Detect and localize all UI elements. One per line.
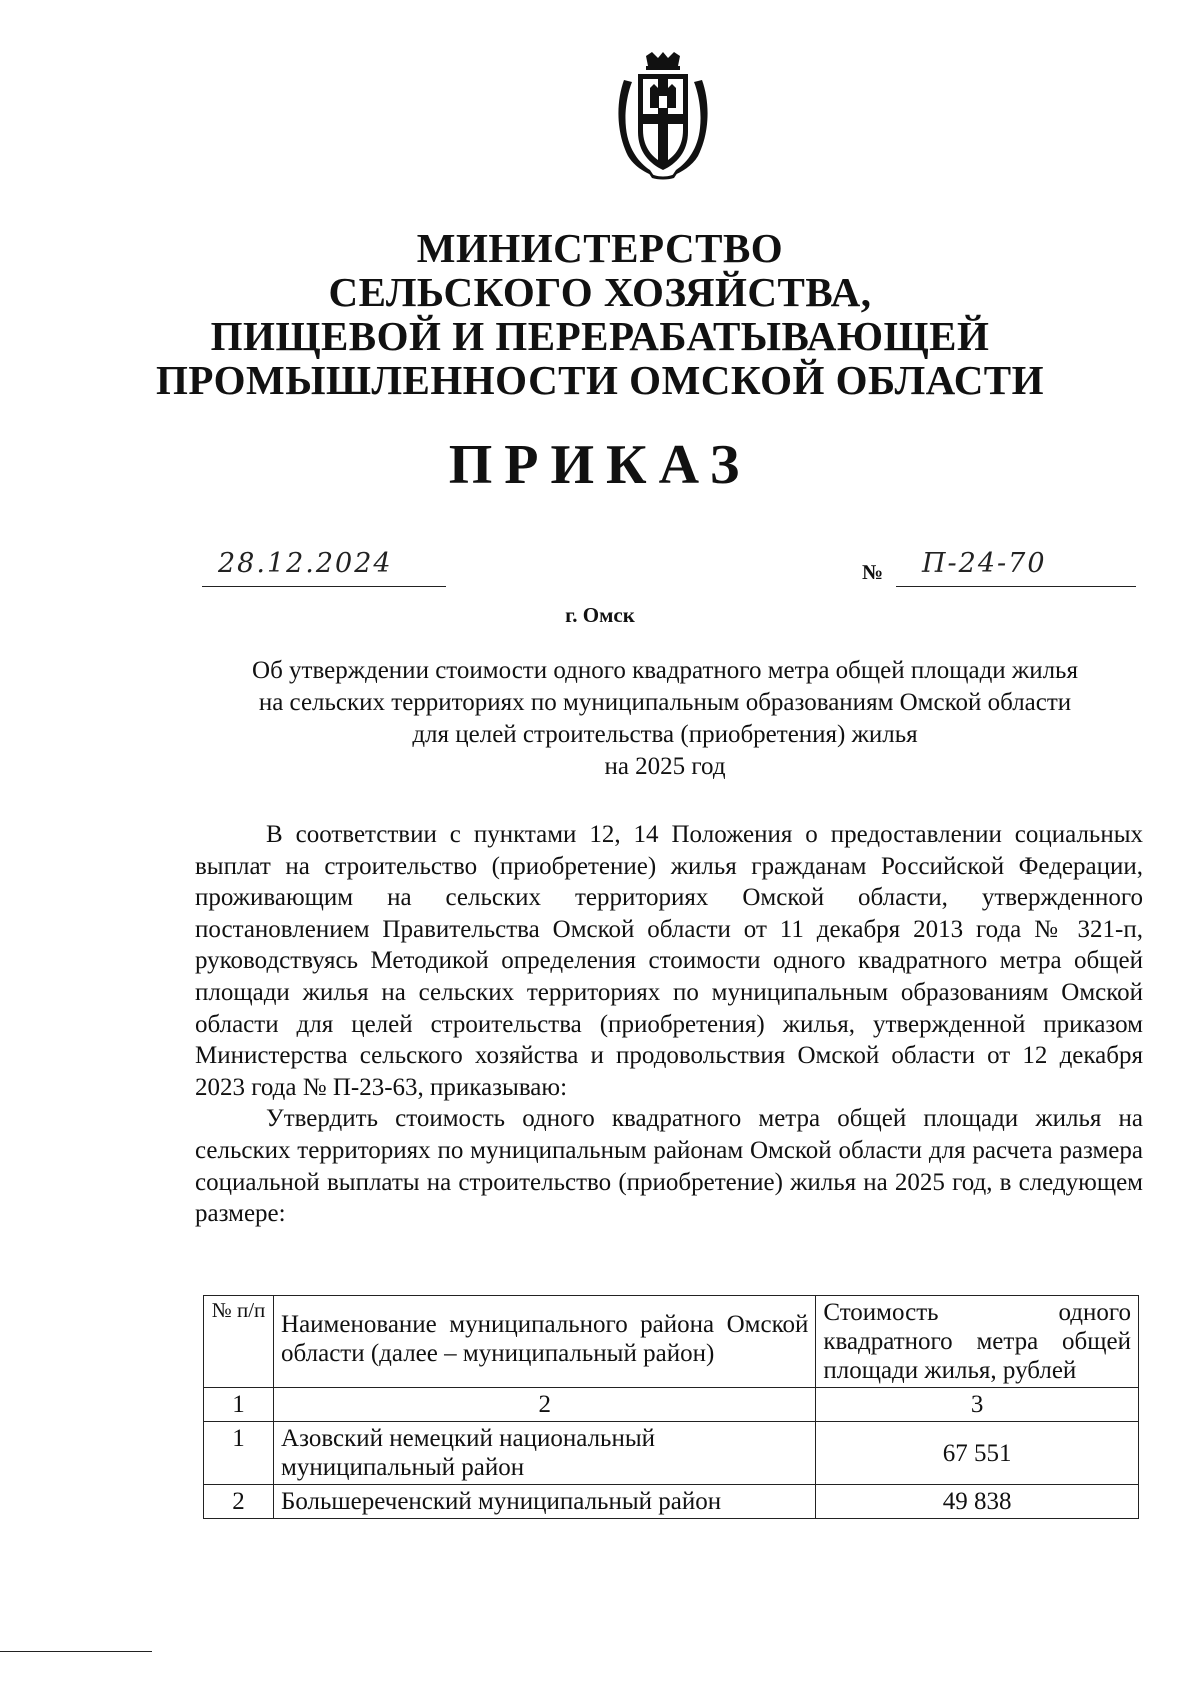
subject-line-3: для целей строительства (приобретения) жилья: [412, 721, 918, 748]
row-cost: 49 838: [816, 1485, 1139, 1519]
header-district-name: Наименование муниципального района Омской области (далее – муниципальный район): [274, 1296, 816, 1388]
ministry-line-2: СЕЛЬСКОГО ХОЗЯЙСТВА,: [328, 269, 872, 315]
row-number: 2: [204, 1485, 274, 1519]
subject-line-1: Об утверждении стоимости одного квадратного метра общей площади жилья: [252, 657, 1078, 684]
city-label: г. Омск: [565, 603, 635, 627]
ministry-name: [150, 226, 1050, 402]
cost-table: [203, 1295, 1139, 1519]
table-row: [204, 1422, 1139, 1485]
body-paragraph-1: В соответствии с пунктами 12, 14 Положения о предоставлении социальных выплат на строительство (приобретение) жилья гражданам Российской Федерации, проживающим на сельских территориях Омской области, утвержденного постановлением Правительства Омской области от 11 декабря 2013 года № 321-п, руководствуясь Методикой определения стоимости одного квадратного метра общей площади жилья на сельских территориях по муниципальным образованиям Омской области для целей строительства (приобретения) жилья, утвержденной приказом Министерства сельского хозяйства и продовольствия Омской области от 12 декабря 2023 года № П-23-63, приказываю:: [195, 821, 1143, 1101]
ministry-line-1: МИНИСТЕРСТВО: [416, 225, 784, 271]
subject-line-4: на 2025 год: [604, 753, 726, 780]
handwritten-date: 28.12.2024: [218, 548, 393, 579]
table-header-row: [204, 1296, 1139, 1388]
table-row: [204, 1485, 1139, 1519]
row-district-name: Большереченский муниципальный район: [274, 1485, 816, 1519]
header-cost: Стоимость одного квадратного метра общей площади жилья, рублей: [816, 1296, 1139, 1388]
column-number-2: 2: [274, 1388, 816, 1422]
header-number: № п/п: [204, 1296, 274, 1388]
document-subject: [195, 655, 1135, 783]
document-type-title: ПРИКАЗ: [448, 434, 752, 496]
ministry-line-3: ПИЩЕВОЙ И ПЕРЕРАБАТЫВАЮЩЕЙ: [210, 313, 990, 359]
body-paragraph-2: Утвердить стоимость одного квадратного метра общей площади жилья на сельских территориях по муниципальным районам Омской области для расчета размера социальной выплаты на строительство (приобретение) жилья на 2025 год, в следующем размере:: [195, 1105, 1143, 1228]
column-number-1: 1: [204, 1388, 274, 1422]
row-number: 1: [204, 1422, 274, 1485]
ministry-line-4: ПРОМЫШЛЕННОСТИ ОМСКОЙ ОБЛАСТИ: [155, 357, 1045, 403]
footnote-separator: [0, 1651, 152, 1652]
document-body: [195, 819, 1143, 1230]
table-column-numbers-row: [204, 1388, 1139, 1422]
column-number-3: 3: [816, 1388, 1139, 1422]
coat-of-arms-emblem: [614, 52, 712, 180]
subject-line-2: на сельских территориях по муниципальным образованиям Омской области: [258, 689, 1072, 716]
number-field: [896, 548, 1136, 587]
date-field: [202, 548, 446, 587]
row-cost: 67 551: [816, 1422, 1139, 1485]
row-district-name: Азовский немецкий национальный муниципальный район: [274, 1422, 816, 1485]
number-label: №: [862, 560, 884, 584]
handwritten-number: П-24-70: [922, 548, 1047, 579]
